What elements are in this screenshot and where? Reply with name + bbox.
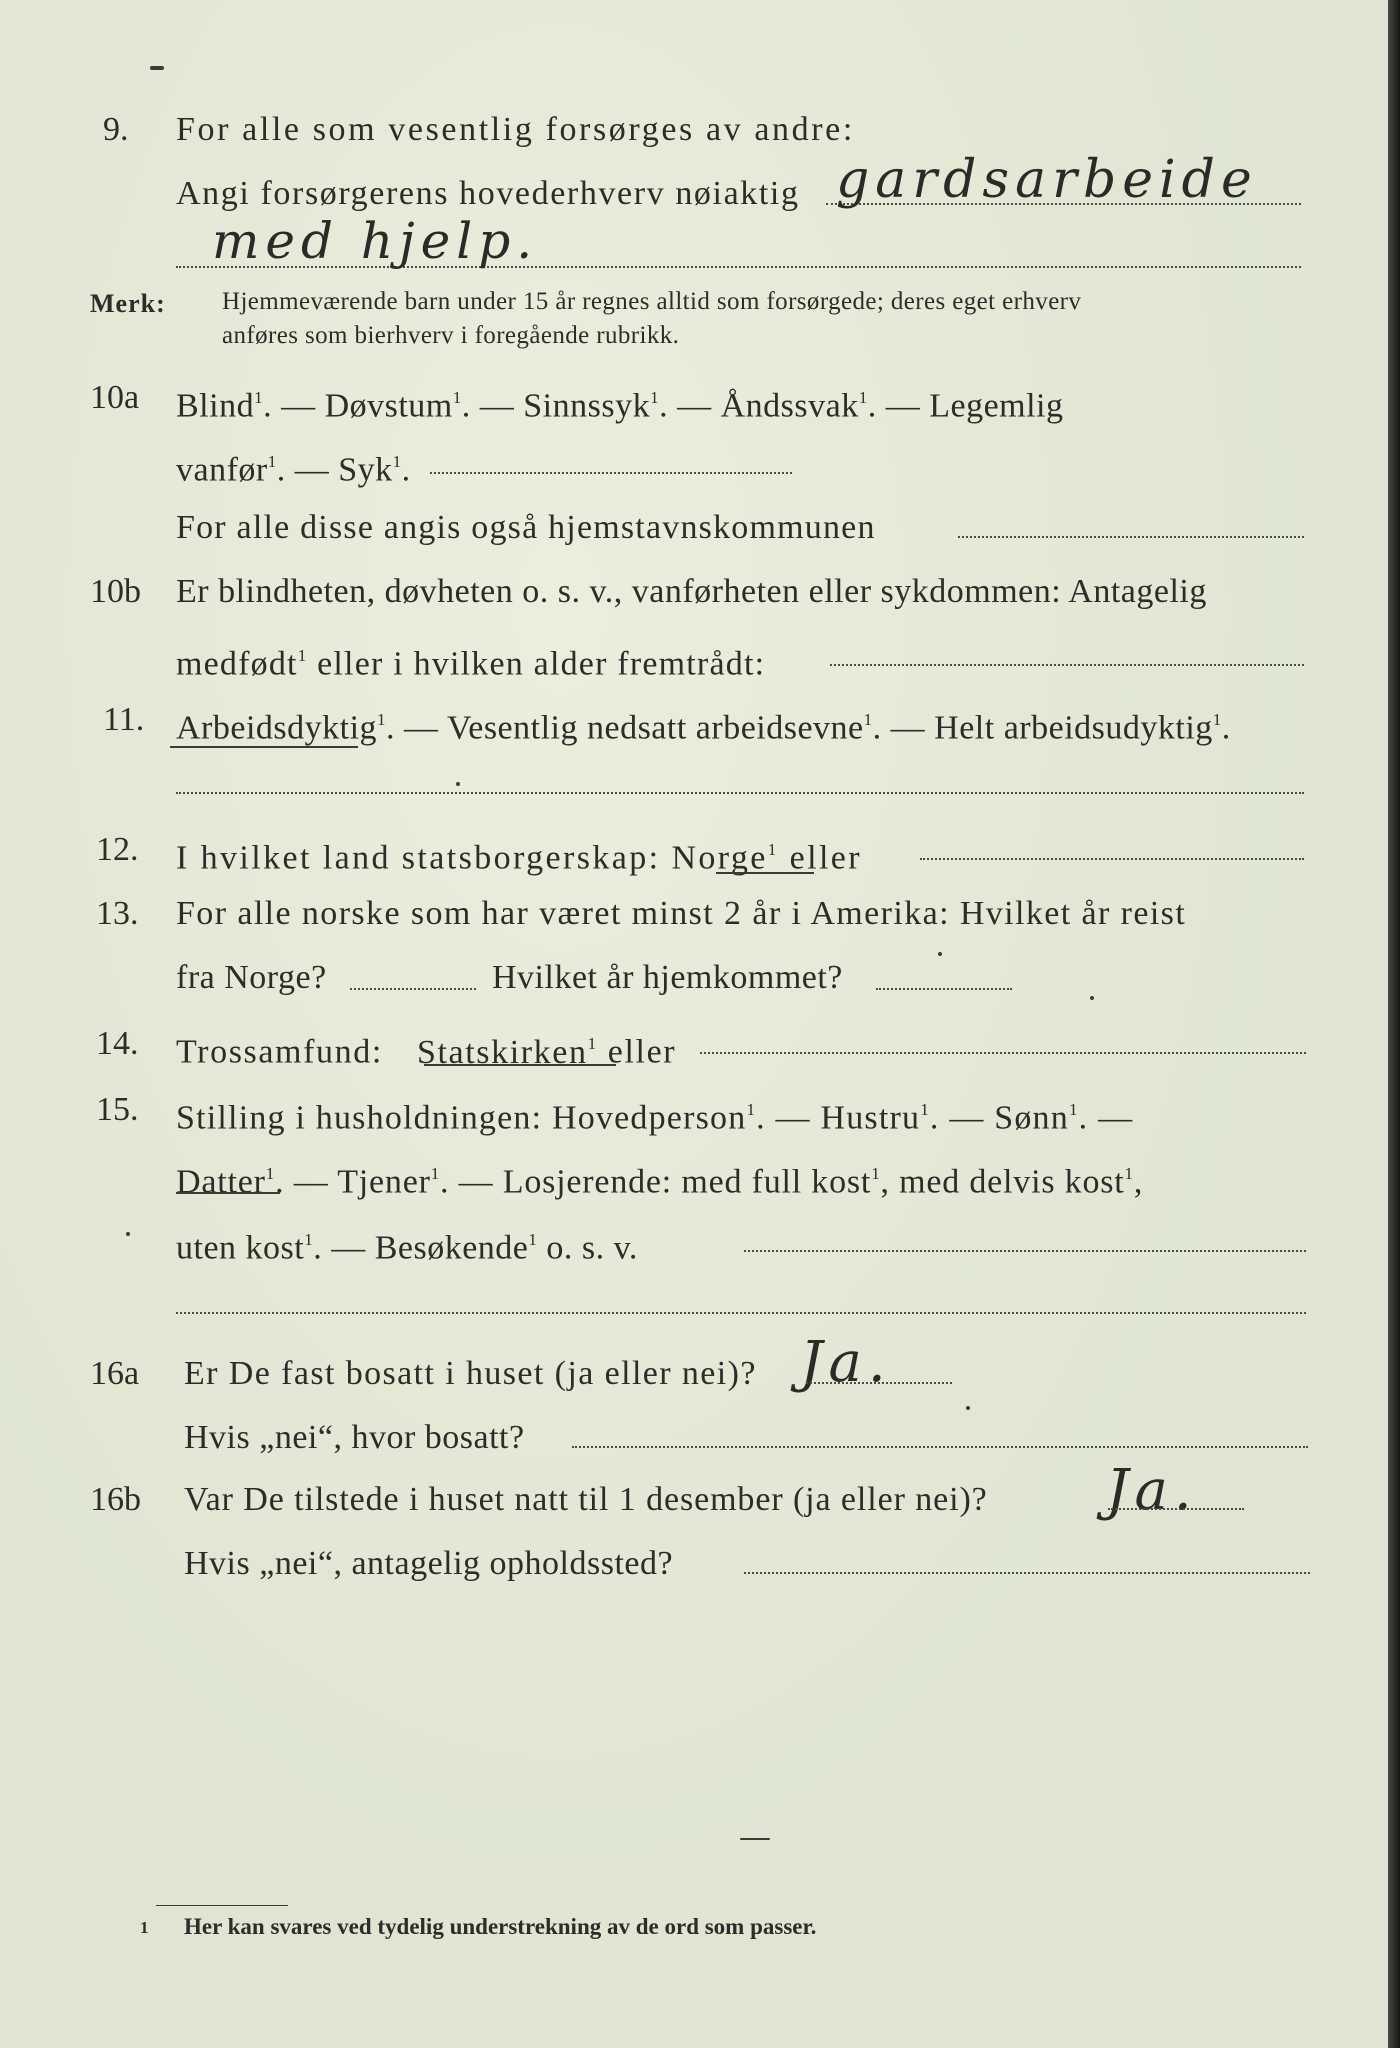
q15-underline-datter — [176, 1192, 280, 1194]
q13-line1: For alle norske som har været minst 2 år i Amerika: Hvilket år reist — [176, 895, 1187, 932]
q10b-number: 10b — [90, 573, 141, 610]
q10a-opt-blind[interactable]: Blind — [176, 387, 255, 425]
q12-opt-norge[interactable]: Norge — [671, 839, 768, 877]
q11-opt-udyktig[interactable]: Helt arbeidsudyktig — [934, 709, 1213, 747]
q16a-line1: Er De fast bosatt i huset (ja eller nei)? — [184, 1355, 757, 1392]
q16b-number: 16b — [90, 1481, 141, 1518]
q10a-opt-syk[interactable]: Syk — [338, 451, 393, 489]
q11-line1: Arbeidsdyktig$^1$. — Vesentlig nedsatt arbeidsevne$^1$. — Helt arbeidsudyktig$^1$. — [176, 709, 1231, 747]
q14-answer-line — [700, 1052, 1306, 1054]
q15-opt-hustru[interactable]: Hustru — [820, 1099, 921, 1137]
q16a-handwritten-answer: Ja. — [800, 1330, 892, 1395]
q15-opt-sonn[interactable]: Sønn — [994, 1099, 1069, 1137]
q15-opt-uten[interactable]: uten kost — [176, 1229, 305, 1267]
ink-speck — [740, 1838, 770, 1840]
q16b-handwritten-answer: Ja. — [1106, 1458, 1198, 1523]
q16a-number: 16a — [90, 1355, 140, 1392]
q10b-opt-medfodt[interactable]: medfødt — [176, 645, 298, 683]
ink-speck — [126, 1232, 130, 1236]
q15-answer-line — [744, 1250, 1306, 1252]
q10a-opt-vanfor[interactable]: vanfør — [176, 451, 268, 489]
merk-label: Merk: — [90, 289, 166, 318]
q11-underline-arbeidsdyktig — [170, 746, 358, 748]
q12-number: 12. — [96, 831, 139, 868]
q10b-answer-line — [830, 664, 1304, 666]
q10a-opt-andssvak[interactable]: Åndssvak — [720, 387, 859, 425]
q16b-line2: Hvis „nei“, antagelig opholdssted? — [184, 1545, 674, 1582]
ink-speck — [1090, 996, 1094, 1000]
q15-opt-tjener[interactable]: Tjener — [337, 1163, 431, 1201]
q13-number: 13. — [96, 895, 139, 932]
q10a-opt-dovstum[interactable]: Døvstum — [324, 387, 453, 425]
q15-number: 15. — [96, 1091, 139, 1128]
q15-extra-line — [176, 1312, 1306, 1314]
q15-opt-losjerende[interactable]: Losjerende: med full kost — [502, 1163, 872, 1201]
merk-line1: Hjemmeværende barn under 15 år regnes alltid som forsørgede; deres eget erhverv — [222, 288, 1082, 315]
q10a-hjemstavn-line — [958, 536, 1304, 538]
q15-opt-hovedperson[interactable]: Stilling i husholdningen: Hovedperson — [176, 1099, 747, 1137]
q10b-line2: medfødt$^1$ eller i hvilken alder fremtrådt: — [176, 645, 766, 683]
q16a-bosatt-line — [572, 1446, 1308, 1448]
q15-line2: Datter$^1$. — Tjener$^1$. — Losjerende: med full kost$^1$, med delvis kost$^1$, — [176, 1163, 1144, 1201]
page-edge-shadow — [1388, 0, 1400, 2048]
ink-speck — [966, 1406, 970, 1410]
footnote-rule — [156, 1905, 288, 1906]
q11-number: 11. — [103, 701, 145, 738]
q11-opt-arbeidsdyktig[interactable]: Arbeidsdyktig — [176, 709, 378, 747]
q15-opt-datter[interactable]: Datter — [176, 1163, 266, 1201]
q12-underline-norge — [716, 872, 814, 874]
q10a-line1: Blind$^1$. — Døvstum$^1$. — Sinnssyk$^1$. — Åndssvak$^1$. — Legemlig — [176, 387, 1064, 425]
footnote-mark: 1 — [140, 1918, 149, 1937]
q16b-answer-line — [1108, 1508, 1244, 1510]
q11-opt-nedsatt[interactable]: Vesentlig nedsatt arbeidsevne — [446, 709, 864, 747]
q11-extra-line — [176, 792, 1304, 794]
ink-speck — [150, 66, 164, 70]
q14-underline-statskirken — [424, 1064, 616, 1066]
q15-line3: uten kost$^1$. — Besøkende$^1$ o. s. v. — [176, 1229, 638, 1267]
q9-handwritten-answer1: gardsarbeide — [836, 150, 1258, 210]
q12-line: I hvilket land statsborgerskap: Norge$^1$ eller — [176, 839, 863, 877]
ink-speck — [938, 952, 942, 956]
q14-line: Trossamfund: Statskirken$^1$ eller — [176, 1033, 677, 1071]
q14-number: 14. — [96, 1025, 139, 1062]
q9-line2: Angi forsørgerens hovederhverv nøiaktig — [176, 175, 800, 212]
q10a-opt-sinnssyk[interactable]: Sinnssyk — [523, 387, 651, 425]
q10a-line2: vanfør$^1$. — Syk$^1$. — [176, 451, 411, 489]
q14-opt-statskirken[interactable]: Statskirken — [416, 1033, 588, 1071]
q15-line1: Stilling i husholdningen: Hovedperson$^1$. — Hustru$^1$. — Sønn$^1$. — — [176, 1099, 1134, 1137]
q13-hjem-label: Hvilket år hjemkommet? — [492, 959, 843, 996]
q16b-line1: Var De tilstede i huset natt til 1 desember (ja eller nei)? — [184, 1481, 988, 1518]
ink-speck — [456, 782, 460, 786]
q16a-answer-line — [806, 1382, 952, 1384]
q13-fra-label: fra Norge? — [176, 959, 327, 996]
q15-opt-delvis[interactable]: med delvis kost — [899, 1163, 1125, 1201]
q10a-opt-legemlig[interactable]: Legemlig — [929, 387, 1064, 425]
footnote-text: Her kan svares ved tydelig understrekning av de ord som passer. — [184, 1914, 817, 1939]
q9-line1: For alle som vesentlig forsørges av andre: — [176, 111, 855, 148]
q16b-opholdssted-line — [744, 1572, 1310, 1574]
q10a-number: 10a — [90, 379, 140, 416]
q15-opt-besokende[interactable]: Besøkende — [374, 1229, 529, 1267]
q12-answer-line — [920, 858, 1304, 860]
q16a-line2: Hvis „nei“, hvor bosatt? — [184, 1419, 525, 1456]
merk-line2: anføres som bierhverv i foregående rubrikk. — [222, 322, 680, 349]
q9-number: 9. — [103, 111, 129, 148]
q10a-line3: For alle disse angis også hjemstavnskommunen — [176, 509, 876, 546]
q13-fra-line — [350, 988, 476, 990]
q10a-answer-line — [430, 472, 792, 474]
q10b-line1: Er blindheten, døvheten o. s. v., vanførheten eller sykdommen: Antagelig — [176, 573, 1207, 610]
q9-handwritten-answer2: med hjelp. — [212, 212, 539, 270]
q13-hjem-line — [876, 988, 1012, 990]
